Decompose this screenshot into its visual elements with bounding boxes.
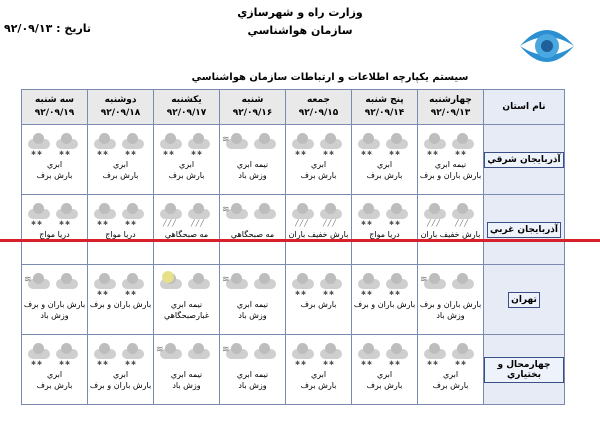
forecast-text: بارش برف xyxy=(366,381,403,390)
forecast-text: دريا مواج xyxy=(369,230,400,239)
forecast-text: بارش خفيف باران xyxy=(288,230,349,239)
ministry-name: وزارت راه و شهرسازي xyxy=(237,6,363,19)
forecast-text: وزش باد xyxy=(238,311,267,320)
wind-weather-icon: ≋ xyxy=(418,265,483,299)
forecast-cell xyxy=(286,335,352,405)
forecast-cell xyxy=(154,195,220,265)
forecast-text: ابري xyxy=(46,370,63,379)
forecast-text: بارش برف xyxy=(102,171,139,180)
forecast-text: بارش باران و برف xyxy=(23,300,86,309)
province-name xyxy=(484,125,565,195)
rain-weather-icon: ╱╱╱ ╱╱╱ xyxy=(154,195,219,229)
day-header: دوشنبه ۹۲/۰۹/۱۸ xyxy=(88,90,154,125)
forecast-text: بارش برف xyxy=(300,300,337,309)
forecast-cell xyxy=(22,265,88,335)
rain-weather-icon: ╱╱╱ ╱╱╱ xyxy=(418,195,483,229)
snow-weather-icon: ✱✱ ✱✱ xyxy=(88,195,153,229)
forecast-text: وزش باد xyxy=(436,311,465,320)
meteorology-logo-icon xyxy=(512,16,582,76)
forecast-text: ابري xyxy=(46,160,63,169)
forecast-text: نيمه ابري xyxy=(236,160,269,169)
forecast-cell xyxy=(352,195,418,265)
province-label: تهران xyxy=(508,292,540,308)
forecast-text: مه صبحگاهي xyxy=(164,230,209,239)
forecast-text: بارش برف xyxy=(300,171,337,180)
snow-weather-icon: ✱✱ ✱✱ xyxy=(22,195,87,229)
page-break-line xyxy=(0,239,600,242)
forecast-text: ابري xyxy=(112,160,129,169)
forecast-text: ابري xyxy=(310,160,327,169)
snow-weather-icon: ✱✱ ✱✱ xyxy=(22,335,87,369)
forecast-text: بارش خفيف باران xyxy=(420,230,481,239)
forecast-text: بارش برف xyxy=(432,381,469,390)
system-title: سيستم يكپارچه اطلاعات و ارتباطات سازمان هواشناسي xyxy=(191,72,469,83)
wind-weather-icon: ≋ xyxy=(154,335,219,369)
snow-weather-icon: ✱✱ ✱✱ xyxy=(88,265,153,299)
forecast-text: بارش برف xyxy=(36,171,73,180)
forecast-cell xyxy=(154,335,220,405)
sun-weather-icon xyxy=(154,265,219,299)
snow-weather-icon: ✱✱ ✱✱ xyxy=(286,265,351,299)
snow-weather-icon: ✱✱ ✱✱ xyxy=(88,335,153,369)
forecast-text: بارش باران و برف xyxy=(89,300,152,309)
wind-weather-icon: ≋ xyxy=(220,195,285,229)
snow-weather-icon: ✱✱ ✱✱ xyxy=(286,125,351,159)
snow-weather-icon: ✱✱ ✱✱ xyxy=(154,125,219,159)
forecast-text: وزش باد xyxy=(40,311,69,320)
province-label: چهارمحال و بختياري xyxy=(484,357,564,383)
day-header: شنبه ۹۲/۰۹/۱۶ xyxy=(220,90,286,125)
forecast-text: ابري xyxy=(376,160,393,169)
forecast-cell xyxy=(220,195,286,265)
table-row xyxy=(22,125,565,195)
wind-weather-icon: ≋ xyxy=(22,265,87,299)
forecast-cell xyxy=(286,265,352,335)
forecast-cell xyxy=(88,195,154,265)
forecast-cell xyxy=(352,335,418,405)
forecast-cell xyxy=(22,335,88,405)
forecast-text: بارش برف xyxy=(300,381,337,390)
forecast-cell xyxy=(220,125,286,195)
forecast-text: نيمه ابري xyxy=(170,370,203,379)
forecast-text: ابري xyxy=(376,370,393,379)
day-header: پنج شنبه ۹۲/۰۹/۱۴ xyxy=(352,90,418,125)
snow-weather-icon: ✱✱ ✱✱ xyxy=(352,195,417,229)
day-header: جمعه ۹۲/۰۹/۱۵ xyxy=(286,90,352,125)
snow-weather-icon: ✱✱ ✱✱ xyxy=(418,335,483,369)
snow-weather-icon: ✱✱ ✱✱ xyxy=(418,125,483,159)
forecast-cell xyxy=(154,125,220,195)
forecast-cell xyxy=(88,125,154,195)
day-header: سه شنبه ۹۲/۰۹/۱۹ xyxy=(22,90,88,125)
forecast-text: بارش برف xyxy=(366,171,403,180)
snow-weather-icon: ✱✱ ✱✱ xyxy=(88,125,153,159)
forecast-cell xyxy=(418,125,484,195)
table-row xyxy=(22,335,565,405)
province-label: آذربايجان غربي xyxy=(487,222,561,238)
forecast-text: ابري xyxy=(442,370,459,379)
day-header: چهارشنبه ۹۲/۰۹/۱۳ xyxy=(418,90,484,125)
snow-weather-icon: ✱✱ ✱✱ xyxy=(352,335,417,369)
forecast-text: ابري xyxy=(310,370,327,379)
snow-weather-icon: ✱✱ ✱✱ xyxy=(286,335,351,369)
forecast-cell xyxy=(418,195,484,265)
wind-weather-icon: ≋ xyxy=(220,265,285,299)
forecast-cell xyxy=(22,195,88,265)
forecast-cell xyxy=(352,265,418,335)
forecast-cell xyxy=(88,335,154,405)
province-name xyxy=(484,195,565,265)
wind-weather-icon: ≋ xyxy=(220,125,285,159)
province-name xyxy=(484,335,565,405)
forecast-text: دريا مواج xyxy=(105,230,136,239)
forecast-text: وزش باد xyxy=(238,171,267,180)
organization-name: سازمان هواشناسي xyxy=(247,24,353,37)
forecast-text: بارش برف xyxy=(168,171,205,180)
province-label: آذربايجان شرقي xyxy=(484,152,563,168)
forecast-text: نيمه ابري xyxy=(434,160,467,169)
forecast-text: بارش برف xyxy=(36,381,73,390)
table-row xyxy=(22,265,565,335)
forecast-text: نيمه ابري xyxy=(236,300,269,309)
forecast-text: ابري xyxy=(178,160,195,169)
forecast-cell xyxy=(154,265,220,335)
forecast-text: مه صبحگاهي xyxy=(230,230,275,239)
forecast-cell xyxy=(220,335,286,405)
snow-weather-icon: ✱✱ ✱✱ xyxy=(352,125,417,159)
table-row xyxy=(22,195,565,265)
forecast-text: دريا مواج xyxy=(39,230,70,239)
forecast-cell xyxy=(418,265,484,335)
forecast-text: نيمه ابري xyxy=(170,300,203,309)
forecast-text: نيمه ابري xyxy=(236,370,269,379)
forecast-text: بارش باران و برف xyxy=(419,300,482,309)
forecast-text: بارش باران و برف xyxy=(89,381,152,390)
forecast-cell xyxy=(22,125,88,195)
forecast-text: غبارصبحگاهي xyxy=(163,311,209,320)
forecast-text: وزش باد xyxy=(172,381,201,390)
forecast-cell xyxy=(220,265,286,335)
day-header: يكشنبه ۹۲/۰۹/۱۷ xyxy=(154,90,220,125)
report-date: تاريخ : ۹۲/۰۹/۱۳ xyxy=(4,22,92,35)
forecast-cell xyxy=(286,125,352,195)
province-name xyxy=(484,265,565,335)
forecast-cell xyxy=(418,335,484,405)
forecast-text: ابري xyxy=(112,370,129,379)
province-column-header: نام استان xyxy=(484,90,565,125)
forecast-table xyxy=(21,89,565,405)
wind-weather-icon: ≋ xyxy=(220,335,285,369)
forecast-cell xyxy=(286,195,352,265)
forecast-text: بارش باران و برف xyxy=(353,300,416,309)
snow-weather-icon: ✱✱ ✱✱ xyxy=(352,265,417,299)
forecast-cell xyxy=(352,125,418,195)
forecast-cell xyxy=(88,265,154,335)
forecast-text: وزش باد xyxy=(238,381,267,390)
forecast-text: بارش باران و برف xyxy=(419,171,482,180)
header-row xyxy=(22,90,565,125)
rain-weather-icon: ╱╱╱ ╱╱╱ xyxy=(286,195,351,229)
snow-weather-icon: ✱✱ ✱✱ xyxy=(22,125,87,159)
